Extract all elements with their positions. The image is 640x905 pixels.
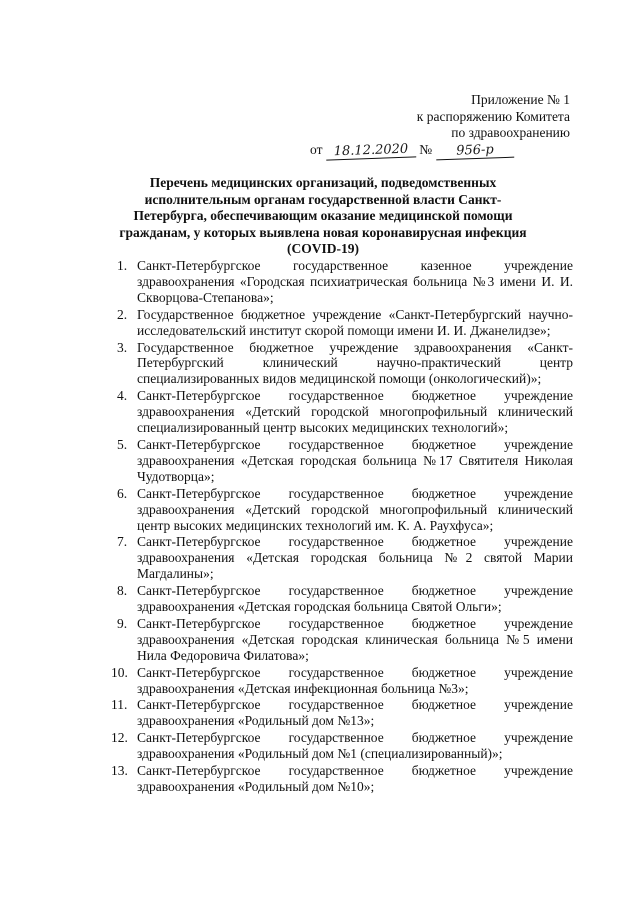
list-item-number: 8. (117, 583, 128, 599)
appendix-header (310, 92, 570, 159)
list-item-number: 10. (111, 664, 128, 680)
list-item (111, 437, 573, 485)
date-number-line (310, 142, 570, 159)
list-item-number: 1. (117, 258, 128, 273)
list-item (111, 665, 573, 697)
document-title: Перечень медицинских организаций, подведомственных исполнительным органам государственной власти Санкт-Петербурга, обеспечивающим оказание медицинской помощи гражданам, у которых выявлена новая коронавирусная инфекция (COVID-19) (119, 175, 527, 256)
list-item-number: 11. (111, 697, 128, 713)
number-label: № (419, 141, 433, 157)
list-item (111, 697, 573, 729)
list-item-number: 4. (117, 388, 128, 404)
list-item-number: 12. (111, 730, 128, 746)
list-item-number: 13. (111, 763, 128, 779)
list-item (111, 583, 573, 615)
list-item (111, 388, 573, 436)
list-item (111, 534, 573, 582)
list-item (111, 486, 573, 534)
order-reference: к распоряжению Комитета (416, 108, 570, 124)
list-item (111, 730, 573, 762)
list-item-text: Государственное бюджетное учреждение «Санкт-Петербургский научно-исследовательский институт скорой помощи имени И. И. Джанелидзе»; (137, 306, 573, 338)
handwritten-date: 18.12.2020 (326, 142, 416, 160)
list-item (111, 340, 573, 388)
list-item-text: Санкт-Петербургское государственное бюджетное учреждение здравоохранения «Родильный дом №10»; (137, 763, 573, 794)
list-item-text: Санкт-Петербургское государственное бюджетное учреждение здравоохранения «Детская городская больница №2 святой Марии Магдалины»; (137, 534, 573, 582)
list-item-number: 6. (117, 485, 128, 501)
list-item-text: Санкт-Петербургское государственное бюджетное учреждение здравоохранения «Детский городской многопрофильный клинический специализированный центр высоких медицинских технологий»; (137, 388, 573, 436)
list-item-number: 7. (117, 534, 128, 550)
list-item (111, 616, 573, 664)
list-item-text: Санкт-Петербургское государственное бюджетное учреждение здравоохранения «Детская инфекционная больница №3»; (137, 664, 573, 696)
list-item-text: Санкт-Петербургское государственное бюджетное учреждение здравоохранения «Детская городская больница №17 Святителя Николая Чудотворца»; (137, 436, 573, 484)
list-item-text: Санкт-Петербургское государственное бюджетное учреждение здравоохранения «Детская городская клиническая больница №5 имени Нила Федоровича Филатова»; (137, 615, 573, 663)
list-item-number: 3. (117, 339, 128, 355)
list-item (111, 258, 573, 306)
list-item-text: Санкт-Петербургское государственное казенное учреждение здравоохранения «Городская психиатрическая больница №3 имени И. И. Скворцова-Степанова»; (137, 258, 573, 305)
list-item-number: 9. (117, 615, 128, 631)
committee-name: по здравоохранению (451, 125, 570, 140)
list-item (111, 763, 573, 795)
appendix-label: Приложение № 1 (471, 92, 570, 107)
from-label: от (310, 141, 323, 157)
list-item-number: 5. (117, 436, 128, 452)
list-item-text: Санкт-Петербургское государственное бюджетное учреждение здравоохранения «Детский городской многопрофильный клинический центр высоких медицинских технологий им. К. А. Раухфуса»; (137, 485, 573, 533)
list-item-text: Санкт-Петербургское государственное бюджетное учреждение здравоохранения «Родильный дом №1 (специализированный)»; (137, 730, 573, 762)
list-item-text: Санкт-Петербургское государственное бюджетное учреждение здравоохранения «Родильный дом №13»; (137, 697, 573, 729)
organization-list (111, 258, 573, 796)
handwritten-number: 956-р (435, 142, 513, 160)
list-item-text: Санкт-Петербургское государственное бюджетное учреждение здравоохранения «Детская городская больница Святой Ольги»; (137, 583, 573, 615)
list-item-number: 2. (117, 306, 128, 322)
list-item (111, 307, 573, 339)
list-item-text: Государственное бюджетное учреждение здравоохранения «Санкт-Петербургский клинический научно-практический центр специализированных видов медицинской помощи (онкологический)»; (137, 339, 573, 387)
